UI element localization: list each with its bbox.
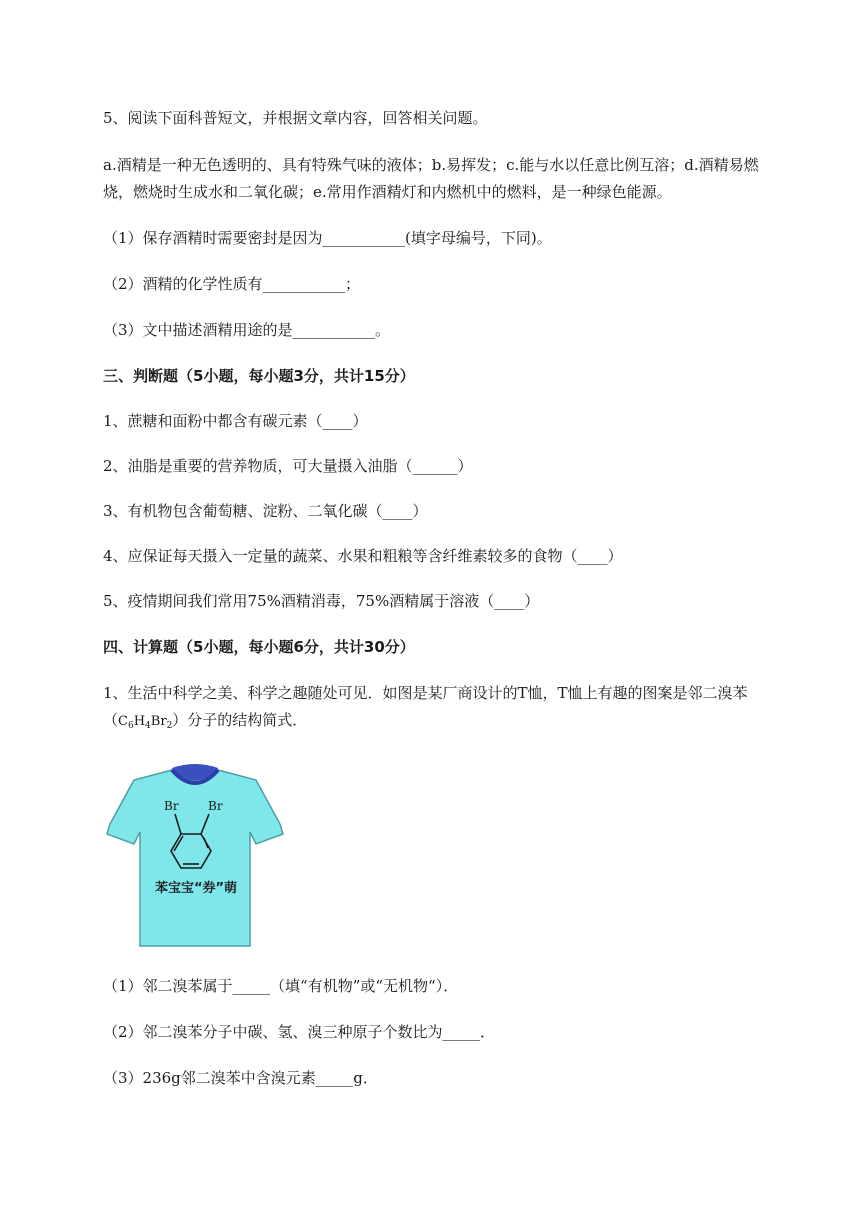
judgment-item-5: 5、疫情期间我们常用75%酒精消毒，75%酒精属于溶液（____）: [103, 592, 540, 610]
calc-q1-sub-question-3: （3）236g邻二溴苯中含溴元素_____g．: [103, 1069, 378, 1087]
br-label-right: Br: [208, 799, 223, 813]
judgment-item-3: 3、有机物包含葡萄糖、淀粉、二氧化碳（____）: [103, 502, 428, 520]
calc-q1-line-2-tail: ）分子的结构简式．: [172, 711, 308, 729]
q5-paragraph-line-2: 烧，燃烧时生成水和二氧化碳；e.常用作酒精灯和内燃机中的燃料，是一种绿色能源。: [103, 183, 672, 201]
calc-q1-line-2: [103, 710, 307, 736]
q5-paragraph-line-1: a.酒精是一种无色透明的、具有特殊气味的液体；b.易挥发；c.能与水以任意比例互溶；d.酒精易燃: [103, 156, 759, 174]
calc-q1-line-1: 1、生活中科学之美、科学之趣随处可见．如图是某厂商设计的T恤，T恤上有趣的图案是邻二溴苯: [103, 684, 748, 702]
calc-q1-sub-question-2: （2）邻二溴苯分子中碳、氢、溴三种原子个数比为_____．: [103, 1023, 496, 1041]
shirt-body: [107, 770, 283, 946]
judgment-item-4: 4、应保证每天摄入一定量的蔬菜、水果和粗粮等含纤维素较多的食物（____）: [103, 547, 623, 565]
chemical-formula: $C_6H_4Br_2$: [118, 714, 173, 731]
q5-title: 5、阅读下面科普短文，并根据文章内容，回答相关问题。: [103, 109, 488, 127]
paren-open: （: [103, 711, 119, 729]
judgment-item-1: 1、蔗糖和面粉中都含有碳元素（____）: [103, 412, 368, 430]
calc-q1-sub-question-1: （1）邻二溴苯属于_____（填“有机物”或“无机物“）．: [103, 977, 459, 995]
section-3-heading: 三、判断题（5小题，每小题3分，共计15分）: [103, 367, 415, 385]
br-label-left: Br: [164, 799, 179, 813]
q5-sub-question-3: （3）文中描述酒精用途的是___________。: [103, 321, 391, 339]
judgment-item-2: 2、油脂是重要的营养物质，可大量摄入油脂（______）: [103, 457, 473, 475]
t-shirt-image: [104, 762, 286, 952]
q5-sub-question-2: （2）酒精的化学性质有___________；: [103, 275, 361, 293]
shirt-caption: 苯宝宝“券”萌: [154, 881, 238, 896]
q5-sub-question-1: （1）保存酒精时需要密封是因为___________(填字母编号，下同)。: [103, 229, 552, 247]
section-4-heading: 四、计算题（5小题，每小题6分，共计30分）: [103, 638, 415, 656]
